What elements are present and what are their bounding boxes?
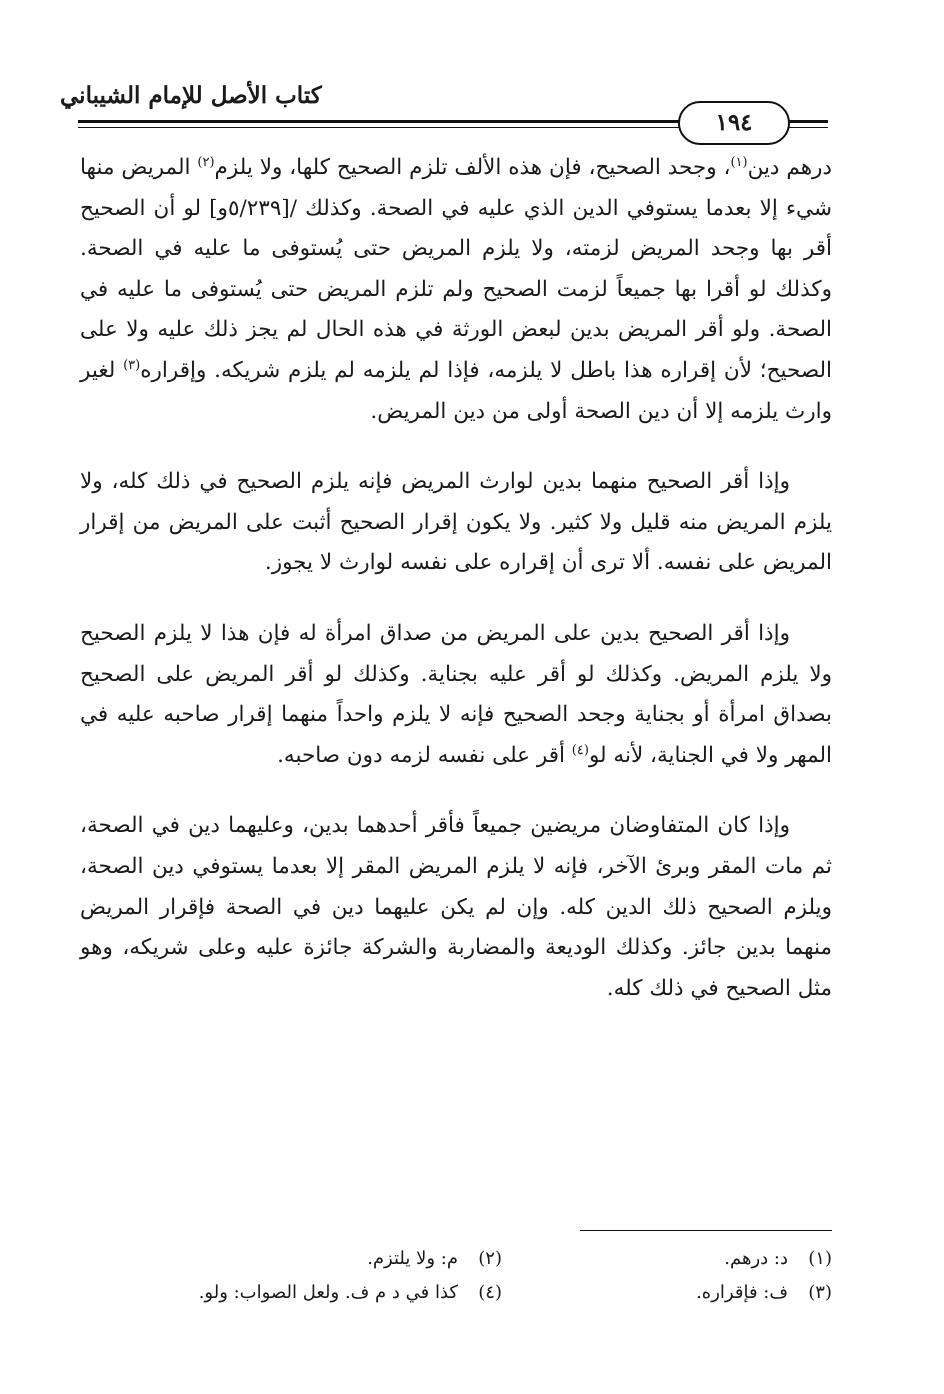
running-title: كتاب الأصل للإمام الشيباني: [60, 82, 322, 109]
paragraph-text: أقر على نفسه لزمه دون صاحبه.: [277, 742, 572, 768]
paragraph-text: لغير وارث يلزمه إلا أن دين الصحة أولى من دين المريض.: [80, 357, 832, 424]
footnote-marker: (٣): [123, 357, 141, 373]
main-text: [80, 148, 832, 1039]
footnote: [172, 1242, 502, 1276]
footnote: [172, 1276, 502, 1310]
paragraph-text: ، وجحد الصحيح، فإن هذه الألف تلزم الصحيح كلها، ولا يلزم: [214, 155, 731, 180]
footnote-number: (٢): [478, 1248, 502, 1269]
footnote-number: (٣): [808, 1282, 832, 1303]
footnote-row: [80, 1242, 832, 1276]
footnote-text: كذا في د م ف. ولعل الصواب: ولو.: [198, 1282, 458, 1303]
paragraph-text: المريض منها شيء إلا بعدما يستوفي الدين الذي عليه في الصحة. وكذلك /[٥/٢٣٩و] لو أن الصحيح أقر بها وجحد المريض لزمته، ولا يلزم المريض حتى يُستوفى ما عليه في الصحة. وكذلك لو أقرا بها جميعاً لزمت الصحيح ولم تلزم المريض حتى يُستوفى ما عليه في الصحة. ولو أقر المريض بدين لبعض الورثة في هذه الحال لم يجز ذلك عليه ولا على الصحيح؛ لأن إقراره هذا باطل لا يلزمه، فإذا لم يلزمه لم يلزم شريكه. وإقراره: [80, 155, 833, 383]
footnote-marker: (٤): [571, 742, 589, 758]
paragraph-text: وإذا أقر الصحيح بدين على المريض من صداق امرأة له فإن هذا لا يلزم الصحيح ولا يلزم المريض. وكذلك لو أقر عليه بجناية. وكذلك لو أقر المريض على الصحيح بصداق امرأة أو بجناية وجحد الصحيح فإنه لا يلزم واحداً منهما إقرار صاحبه عليه في المهر ولا في الجناية، لأنه لو: [80, 620, 832, 768]
footnote-text: ف: فإقراره.: [696, 1282, 788, 1303]
paragraph: [80, 806, 832, 1009]
footnote-number: (٤): [478, 1282, 502, 1303]
paragraph: [80, 462, 832, 584]
paragraph: [80, 148, 832, 432]
footnote: [502, 1276, 832, 1310]
paragraph-text: وإذا أقر الصحيح منهما بدين لوارث المريض فإنه يلزم الصحيح في ذلك كله، ولا يلزم المريض منه قليل ولا كثير. ولا يكون إقرار الصحيح أثبت على المريض من إقرار المريض على نفسه. ألا ترى أن إقراره على نفسه لوارث لا يجوز.: [80, 469, 832, 576]
footnotes: [80, 1242, 832, 1310]
paragraph: [80, 614, 832, 776]
footnote-separator: [580, 1230, 832, 1231]
footnote: [502, 1242, 832, 1276]
footnote-text: م: ولا يلتزم.: [367, 1248, 458, 1269]
footnote-number: (١): [808, 1248, 832, 1269]
footnote-marker: (١): [730, 154, 748, 170]
footnote-row: [80, 1276, 832, 1310]
page-number: ١٩٤: [678, 101, 790, 145]
footnote-marker: (٢): [197, 154, 215, 170]
footnote-text: د: درهم.: [724, 1248, 788, 1269]
paragraph-text: درهم دين: [747, 155, 832, 180]
paragraph-text: وإذا كان المتفاوضان مريضين جميعاً فأقر أحدهما بدين، وعليهما دين في الصحة، ثم مات المقر وبرئ الآخر، فإنه لا يلزم المريض المقر إلا بعدما يستوفي دين الصحة، ويلزم الصحيح ذلك الدين كله. وإن لم يكن عليهما دين في الصحة فإقرار المريض منهما بدين جائز. وكذلك الوديعة والمضاربة والشركة جائزة عليه وعلى شريكه، وهو مثل الصحيح في ذلك كله.: [80, 813, 832, 1001]
